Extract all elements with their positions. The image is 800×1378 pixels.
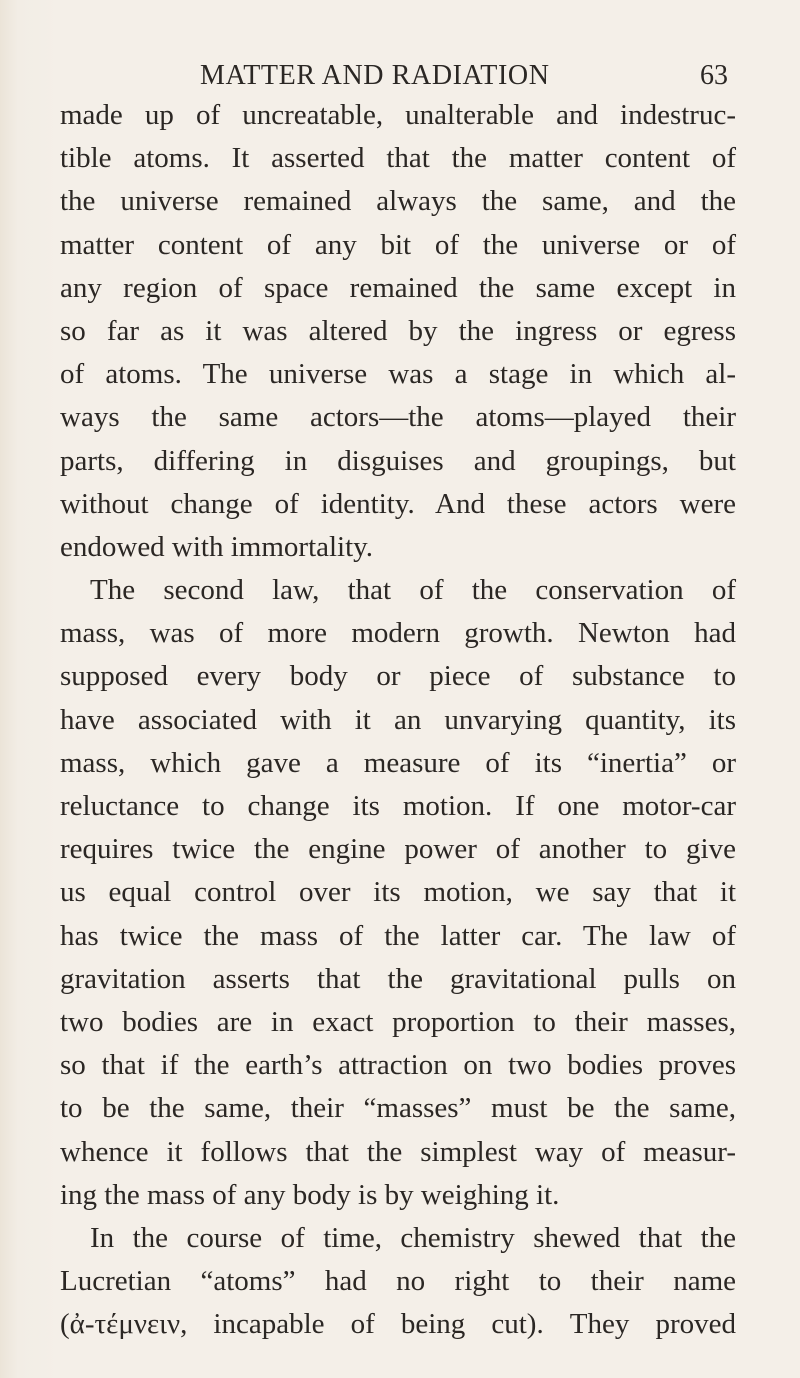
text-line: gravitation asserts that the gravitational pulls on bbox=[60, 962, 736, 995]
text-line: supposed every body or piece of substance to bbox=[60, 660, 736, 693]
text-line: reluctance to change its motion. If one motor-car bbox=[60, 790, 736, 822]
text-line: mass, which gave a measure of its “inertia” or bbox=[60, 746, 736, 779]
text-line: mass, was of more modern growth. Newton had bbox=[60, 617, 736, 650]
text-line: whence it follows that the simplest way of measur- bbox=[60, 1135, 736, 1168]
text-line: The second law, that of the conservation of bbox=[90, 574, 736, 607]
text-line: ways the same actors—the atoms—played their bbox=[60, 401, 736, 434]
text-line: two bodies are in exact proportion to their masses, bbox=[60, 1005, 736, 1038]
text-line: endowed with immortality. bbox=[60, 530, 374, 563]
text-line: to be the same, their “masses” must be the same, bbox=[60, 1092, 736, 1125]
text-line: has twice the mass of the latter car. The law of bbox=[60, 919, 736, 952]
text-line: of atoms. The universe was a stage in which al- bbox=[60, 358, 736, 391]
text-line: any region of space remained the same except in bbox=[60, 271, 736, 304]
text-line: have associated with it an unvarying quantity, its bbox=[60, 703, 736, 736]
text-line: ing the mass of any body is by weighing it. bbox=[60, 1178, 560, 1211]
text-line: (ἀ-τέμνειν, incapable of being cut). They proved bbox=[60, 1308, 736, 1341]
page-header bbox=[200, 56, 728, 96]
text-line: In the course of time, chemistry shewed that the bbox=[90, 1221, 736, 1254]
text-line: matter content of any bit of the universe or of bbox=[60, 228, 736, 261]
text-line: without change of identity. And these actors were bbox=[60, 487, 736, 520]
text-line: made up of uncreatable, unalterable and indestruc- bbox=[60, 99, 736, 131]
text-line: Lucretian “atoms” had no right to their name bbox=[60, 1265, 736, 1298]
text-line: parts, differing in disguises and groupings, but bbox=[60, 444, 736, 477]
body-text bbox=[60, 94, 736, 1346]
text-line: tible atoms. It asserted that the matter content of bbox=[60, 142, 736, 175]
text-line: us equal control over its motion, we say that it bbox=[60, 876, 736, 909]
text-line: the universe remained always the same, and the bbox=[60, 185, 736, 218]
text-line: so that if the earth’s attraction on two bodies proves bbox=[60, 1049, 736, 1082]
page-number: 63 bbox=[700, 60, 728, 91]
text-line: so far as it was altered by the ingress or egress bbox=[60, 314, 736, 347]
running-title: MATTER AND RADIATION bbox=[200, 60, 550, 91]
text-line: requires twice the engine power of another to give bbox=[60, 833, 736, 866]
